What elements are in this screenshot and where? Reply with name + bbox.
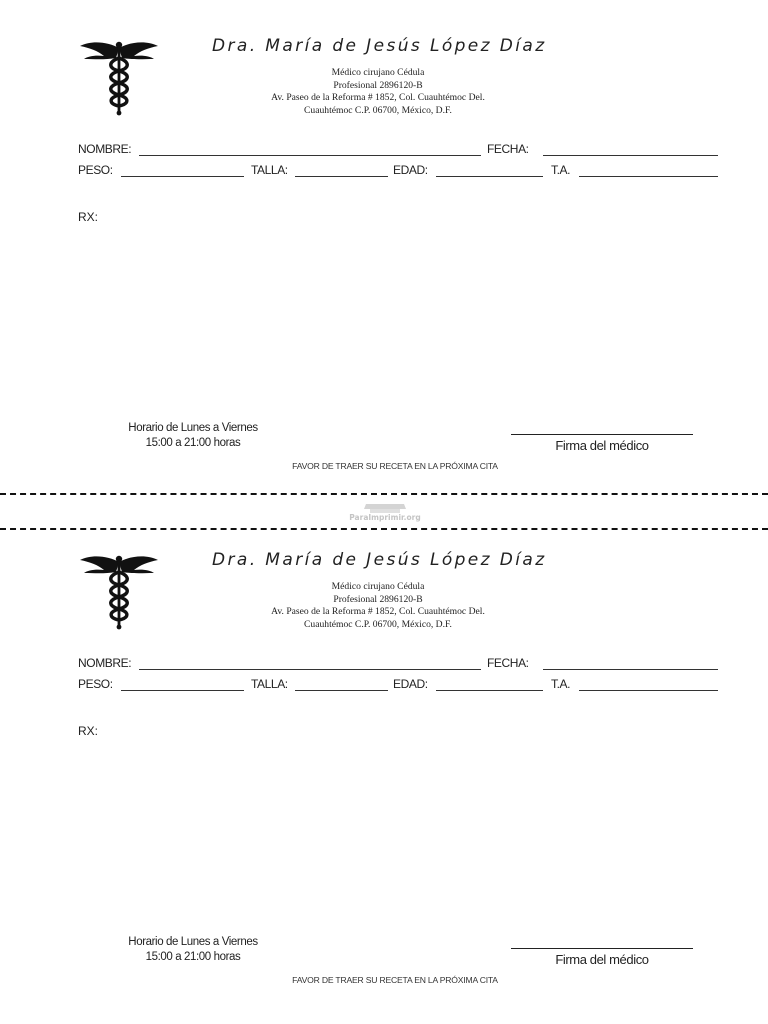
date-label: FECHA: (487, 142, 529, 156)
age-field[interactable] (436, 690, 543, 691)
signature-line[interactable] (511, 434, 693, 435)
bp-label: T.A. (551, 163, 571, 177)
age-field[interactable] (436, 176, 543, 177)
height-field[interactable] (295, 176, 388, 177)
prescription-top (0, 0, 768, 480)
footer-note: FAVOR DE TRAER SU RECETA EN LA PRÓXIMA CITA (292, 975, 498, 985)
weight-field[interactable] (121, 176, 244, 177)
signature-line[interactable] (511, 948, 693, 949)
schedule-hours: 15:00 a 21:00 horas (145, 437, 241, 449)
bp-field[interactable] (579, 690, 718, 691)
age-label: EDAD: (393, 677, 428, 691)
address-line-2: Cuauhtémoc C.P. 06700, México, D.F. (304, 104, 452, 116)
name-label: NOMBRE: (78, 656, 132, 670)
caduceus-icon (78, 552, 160, 630)
weight-label: PESO: (78, 677, 113, 691)
name-field[interactable] (139, 155, 481, 156)
bp-field[interactable] (579, 176, 718, 177)
schedule (118, 935, 268, 965)
signature-label: Firma del médico (555, 952, 649, 967)
footer-note: FAVOR DE TRAER SU RECETA EN LA PRÓXIMA CITA (292, 461, 498, 471)
rx-label: RX: (78, 724, 99, 738)
address-line-1: Av. Paseo de la Reforma # 1852, Col. Cuauhtémoc Del. (271, 606, 485, 618)
doctor-info (230, 67, 526, 117)
height-label: TALLA: (251, 163, 288, 177)
date-field[interactable] (543, 155, 718, 156)
schedule-days: Horario de Lunes a Viernes (128, 422, 258, 434)
age-label: EDAD: (393, 163, 428, 177)
schedule-hours: 15:00 a 21:00 horas (145, 951, 241, 963)
weight-label: PESO: (78, 163, 113, 177)
doctor-info (230, 581, 526, 631)
rx-label: RX: (78, 210, 99, 224)
name-field[interactable] (139, 669, 481, 670)
prescription-bottom (0, 514, 768, 994)
address-line-1: Av. Paseo de la Reforma # 1852, Col. Cuauhtémoc Del. (271, 92, 485, 104)
signature-label: Firma del médico (555, 438, 649, 453)
date-field[interactable] (543, 669, 718, 670)
name-label: NOMBRE: (78, 142, 132, 156)
bp-label: T.A. (551, 677, 571, 691)
date-label: FECHA: (487, 656, 529, 670)
address-line-2: Cuauhtémoc C.P. 06700, México, D.F. (304, 618, 452, 630)
specialty-line: Médico cirujano Cédula (331, 67, 425, 78)
doctor-name: Dra. María de Jesús López Díaz (212, 550, 547, 570)
height-field[interactable] (295, 690, 388, 691)
license-line: Profesional 2896120-B (333, 593, 423, 605)
schedule-days: Horario de Lunes a Viernes (128, 936, 258, 948)
license-line: Profesional 2896120-B (333, 79, 423, 91)
watermark-text: ParaImprimir.org (349, 513, 421, 522)
specialty-line: Médico cirujano Cédula (331, 581, 425, 592)
cut-line-top (0, 493, 768, 495)
weight-field[interactable] (121, 690, 244, 691)
schedule (118, 421, 268, 451)
doctor-name: Dra. María de Jesús López Díaz (212, 36, 547, 56)
height-label: TALLA: (251, 677, 288, 691)
caduceus-icon (78, 38, 160, 116)
